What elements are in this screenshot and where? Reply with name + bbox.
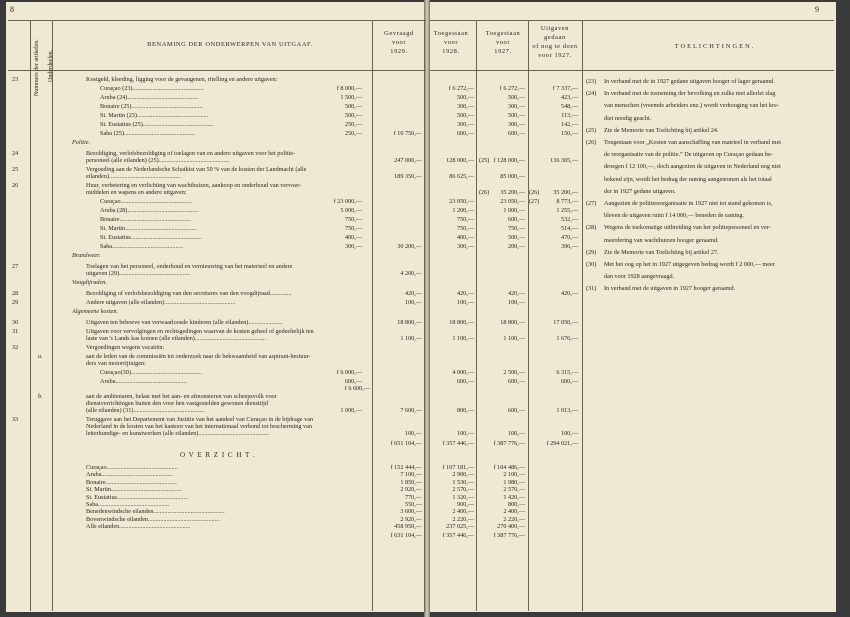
amount-spent-1927: 136 305,—: [550, 157, 578, 164]
header-granted-1928: Toegestaan voor 1928.: [433, 30, 469, 55]
amount-granted-1927: 2 500,—: [503, 369, 525, 376]
overview-requested-1929: 770,—: [404, 493, 422, 501]
row-description: Bonaire..............................................: [100, 216, 191, 223]
overview-requested-1929: 2 920,—: [400, 486, 422, 494]
row-description: Curaçao(30)..............................................: [100, 369, 203, 376]
amount-granted-1928: 400,—: [456, 234, 474, 241]
amount-requested-1929: 247 000,—: [394, 157, 422, 164]
amount-granted-1928: 300,—: [456, 243, 474, 250]
amount-granted-1927: 500,—: [507, 234, 525, 241]
overview-granted-1927: 800,—: [507, 501, 525, 508]
explanation-text: Toegestaan voor „Kosten van aanschaffing van matrieel in verband met: [604, 139, 781, 146]
explanation-text: dan voor 1928 aangevraagd.: [604, 273, 675, 281]
row-description: aan de ambtenaren, belast met het aan- en afmonsteren van scheepsvolk voor: [86, 393, 277, 400]
explanation-text: Zie de Memorie van Toelichting bij artikel 27.: [604, 248, 719, 256]
overview-label: St. Eustatius..............................................: [86, 493, 189, 501]
explanation-text: In verband met de in 1927 gedane uitgaven hooger of lager geraamd.: [604, 78, 775, 85]
sub-amount: 250,—: [344, 121, 362, 128]
section-heading: Brandweer.: [72, 252, 101, 259]
sub-amount: 250,—: [344, 130, 362, 137]
overview-granted-1927: f 104 486,—: [493, 464, 525, 471]
amount-spent-1927: 470,—: [560, 234, 578, 241]
rule: [528, 20, 529, 611]
amount-granted-1928: f 6 272,—: [448, 85, 474, 92]
rule: [476, 20, 477, 611]
overview-granted-1927: 270 400,—: [497, 523, 525, 531]
header-article-number: Nummers der artikelen.: [34, 39, 40, 96]
sub-amount: 500,—: [344, 103, 362, 110]
overview-label: Aruba..............................................: [86, 471, 173, 479]
total-granted-1928: f 357 446,—: [442, 440, 474, 447]
article-number: 32: [12, 344, 19, 351]
amount-granted-1928: 1 200,—: [452, 207, 474, 214]
row-description: St. Martin..............................................: [100, 225, 197, 232]
amount-granted-1928: 750,—: [456, 216, 474, 223]
row-description: Kostgeld, kleeding, ligging voor de gevangenen, ritelling en andere uitgaven:: [86, 76, 278, 83]
amount-granted-1927: 750,—: [507, 225, 525, 232]
row-description: Uitgaven ten behoeve van verwaarloosde kinderen (alle eilanden)......................: [86, 319, 283, 326]
total-spent-1927: f 294 021,—: [546, 440, 578, 447]
amount-granted-1928: 100,—: [456, 299, 474, 306]
overview-granted-1927: 1 980,—: [503, 478, 525, 486]
header-requested: Gevraagd voor 1929.: [384, 30, 414, 55]
amount-spent-1927: 8 773,—: [556, 198, 578, 205]
explanation-text: droegen f 12 100,—, doch aangezien de uitgaven in Nederland nog niet: [604, 163, 781, 171]
sub-amount: 400,—: [344, 234, 362, 241]
note-number: (31): [586, 285, 597, 293]
note-number: (25): [586, 126, 597, 134]
amount-requested-1929: 189 350,—: [394, 173, 422, 180]
amount-granted-1928: 750,—: [456, 225, 474, 232]
amount-spent-1927: 113,—: [561, 112, 578, 119]
overview-granted-1927: 2 100,—: [503, 471, 525, 479]
note-ref: (25): [479, 157, 490, 164]
row-description: Teruggave aan het Departement van Justitie van het aandeel van Curaçao in de bijdrage van: [86, 416, 314, 423]
amount-spent-1927: 142,—: [560, 121, 578, 128]
page-number-right: 9: [815, 5, 819, 14]
note-ref: (27): [529, 198, 540, 205]
sub-amount: 500,—: [344, 112, 362, 119]
overview-requested-1929: f 152 444,—: [390, 464, 422, 471]
amount-granted-1927: 1 100,—: [503, 335, 525, 342]
overview-requested-1929: 7 100,—: [400, 471, 422, 479]
amount-requested-1929: 100,—: [404, 299, 422, 306]
article-number: 25: [12, 166, 19, 173]
row-description: Vergoeding aan de Nederlandsche Schatkist van 50 % van de kosten der Landmacht (alle: [86, 166, 307, 173]
header-explanations: TOELICHTINGEN.: [674, 43, 756, 50]
amount-granted-1927: 1 000,—: [503, 207, 525, 214]
overview-label: Benedenwindsche eilanden..............................................: [86, 508, 225, 516]
header-sub: Onderdeelen.: [48, 49, 54, 82]
amount-requested-1929: 7 600,—: [400, 407, 422, 414]
amount-granted-1927: 600,—: [507, 407, 525, 414]
row-description: Toelagen van het personeel, onderhoud en vernieuwing van het materieel en andere: [86, 263, 293, 270]
explanation-text: Met het oog op het in 1927 uitgegeven bedrag wordt f 2 000,— meer: [604, 261, 775, 268]
row-description-cont: Nederland in de kosten van het kantoor van het internationaal verbond tot bescherming van: [86, 423, 312, 430]
total-granted-1927: f 387 776,—: [493, 440, 525, 447]
overview-granted-1928: 2 220,—: [452, 515, 474, 523]
amount-granted-1927: 100,—: [507, 299, 525, 306]
amount-granted-1927: f 128 000,—: [493, 157, 525, 164]
overview-requested-1929: 1 850,—: [400, 478, 422, 486]
article-number: 31: [12, 328, 19, 335]
amount-granted-1927: 500,—: [507, 94, 525, 101]
amount-granted-1928: 600,—: [456, 130, 474, 137]
amount-requested-1929: 420,—: [404, 290, 422, 297]
overview-title: O V E R Z I C H T .: [180, 451, 256, 459]
rule: [430, 70, 834, 71]
sub-amount: f 6 000,—: [336, 369, 362, 376]
section-heading: Voogdijraden.: [72, 279, 107, 286]
overview-total-1927: f 387 776,—: [493, 531, 525, 539]
rule: [430, 20, 834, 21]
overview-granted-1928: 2 900,—: [452, 471, 474, 479]
overview-label: Bovenwindsche eilanden..............................................: [86, 515, 220, 523]
amount-granted-1927: 300,—: [507, 103, 525, 110]
amount-requested-1929: 1 100,—: [400, 335, 422, 342]
rule: [8, 20, 426, 21]
amount-spent-1927: 420,—: [560, 290, 578, 297]
amount-granted-1927: 600,—: [507, 130, 525, 137]
article-number: 28: [12, 290, 19, 297]
amount-spent-1927: 514,—: [560, 225, 578, 232]
amount-granted-1928: 500,—: [456, 112, 474, 119]
explanation-text: de reorganisatie van de politie.” De uitgaven op Curaçao gedaan be-: [604, 151, 773, 159]
section-heading: Politie.: [72, 139, 91, 146]
overview-granted-1927: 2 400,—: [503, 508, 525, 516]
article-number: 26: [12, 182, 19, 189]
amount-spent-1927: 100,—: [560, 430, 578, 437]
amount-requested-1929: 100,—: [404, 430, 422, 437]
total-requested-1929: f 651 104,—: [390, 440, 422, 447]
note-number: (28): [586, 224, 597, 232]
explanation-text: van menschen (vreemde arbeiders enz.) wordt verhooging van het kre-: [604, 102, 779, 110]
amount-spent-1927: 150,—: [560, 130, 578, 137]
row-description: Saba..............................................: [100, 243, 184, 250]
overview-label: Saba..............................................: [86, 501, 170, 508]
note-number: (27): [586, 200, 597, 207]
amount-granted-1927: 420,—: [507, 290, 525, 297]
overview-label: Alle eilanden..............................................: [86, 523, 191, 531]
rule: [372, 20, 373, 611]
row-description: Uitgaven voor vervolgingen en rechtsgedingen waarvan de kosten geheel of gedeeltelijk ten: [86, 328, 314, 335]
row-description: Huur, verbetering en verlichting van wachthuizen, aankoop en onderhoud van vervoer-: [86, 182, 302, 189]
amount-granted-1928: 128 000,—: [446, 157, 474, 164]
amount-spent-1927: 1 013,—: [556, 407, 578, 414]
note-number: (23): [586, 78, 597, 85]
overview-total-1928: f 357 446,—: [442, 531, 474, 539]
row-description: Curaçao (23)..............................................: [100, 85, 204, 92]
explanation-text: bleven de uitgaven ruim f 14 000,— beneden de raming.: [604, 212, 745, 220]
note-number: (29): [586, 248, 597, 256]
sub-amount: f 8 000,—: [336, 85, 362, 92]
overview-label: Curaçao..............................................: [86, 464, 178, 471]
amount-granted-1927: 18 800,—: [500, 319, 525, 326]
row-description-cont: dienstverrichtingen buiten den voor hen vastgestelden gewonen diensttijd: [86, 400, 268, 407]
sub-amount: 5 000,—: [340, 207, 362, 214]
overview-granted-1928: 2 400,—: [452, 508, 474, 516]
row-description: aan de leden van de commissiën tot onderzoek naar de bekwaamheid van aspirant-bestuur-: [86, 353, 311, 360]
row-description: Vergoedingen wegens vacatiën:: [86, 344, 165, 351]
note-number: (30): [586, 261, 597, 268]
article-number: 30: [12, 319, 19, 326]
explanation-text: der in 1927 gedane uitgaven.: [604, 187, 676, 195]
amount-spent-1927: 396,—: [560, 243, 578, 250]
page-number-left: 8: [10, 5, 14, 14]
row-description-cont: personeel (alle eilanden) (25)..............................................: [86, 157, 230, 164]
overview-requested-1929: 458 950,—: [394, 523, 422, 531]
overview-total-requested: f 631 104,—: [390, 531, 422, 539]
sub-amount: 1 000,—: [340, 407, 362, 414]
rule: [52, 20, 53, 611]
rule: [424, 20, 425, 611]
amount-granted-1927: 100,—: [507, 430, 525, 437]
overview-granted-1928: f 107 181,—: [442, 464, 474, 471]
explanation-text: bekend zijn, wordt het bedrag der raming aangenomen als het totaal: [604, 175, 772, 183]
explanation-text: diet noodig geacht.: [604, 114, 652, 122]
explanation-text: In verband met de toeneming der bevolking en zulks met allerlei slag: [604, 90, 776, 98]
sub-amount: 600,—: [344, 378, 362, 385]
overview-granted-1928: 1 320,—: [452, 493, 474, 501]
note-number: (26): [586, 139, 597, 146]
header-spent-1927: Uitgaven gedaan of nog te doen voor 1927.: [532, 25, 578, 59]
amount-granted-1928: 800,—: [456, 407, 474, 414]
row-description: Aruba (28)..............................................: [100, 207, 199, 214]
rule: [30, 20, 31, 611]
sub-letter: a.: [38, 353, 43, 360]
row-description: Curaçao..............................................: [100, 198, 192, 205]
overview-requested-1929: 2 920,—: [400, 515, 422, 523]
explanation-text: meerdering van wachthuizen hooger geraamd.: [604, 236, 719, 244]
sub-amount: 750,—: [344, 216, 362, 223]
amount-granted-1928: 300,—: [456, 103, 474, 110]
overview-granted-1927: 2 220,—: [503, 515, 525, 523]
row-description-cont: eilanden)..............................................: [86, 173, 181, 180]
amount-granted-1928: 4 000,—: [452, 369, 474, 376]
rule: [8, 70, 426, 71]
section-heading: Algemeene kosten.: [72, 308, 119, 315]
overview-granted-1928: 237 025,—: [446, 523, 474, 531]
explanation-text: Aangezien de politiereorganisatie in 1927 niet tot stand gekomen is,: [604, 200, 773, 207]
amount-granted-1928: 100,—: [456, 430, 474, 437]
article-number: 33: [12, 416, 19, 423]
amount-granted-1927: f 6 272,—: [499, 85, 525, 92]
overview-label: Bonaire..............................................: [86, 478, 177, 486]
amount-granted-1927: 600,—: [507, 216, 525, 223]
amount-granted-1927: 600,—: [507, 378, 525, 385]
amount-granted-1928: 300,—: [456, 121, 474, 128]
rule: [582, 20, 583, 611]
amount-granted-1928: 500,—: [456, 94, 474, 101]
amount-requested-1929: 4 200,—: [400, 270, 422, 277]
amount-spent-1927: 532,—: [560, 216, 578, 223]
amount-spent-1927: 423,—: [560, 94, 578, 101]
overview-requested-1929: 3 600,—: [400, 508, 422, 516]
explanation-text: Zie de Memorie van Toelichting bij artikel 24.: [604, 126, 719, 134]
sub-amount: 1 500,—: [340, 94, 362, 101]
amount-requested-1929: 30 200,—: [397, 243, 422, 250]
note-ref: (26): [529, 189, 540, 196]
article-number: 23: [12, 76, 19, 83]
row-description: Aruba (24)..............................................: [100, 94, 199, 101]
sub-amount: f 23 000,—: [333, 198, 362, 205]
row-description: Aruba..............................................: [100, 378, 187, 385]
row-description: Andere uitgaven (alle eilanden)..............................................: [86, 299, 236, 306]
sub-amount: 300,—: [344, 243, 362, 250]
row-description-cont: letterkundige- en kunstwerken (alle eilanden)..............................................: [86, 430, 270, 437]
header-granted-1927: Toegestaan voor 1927.: [485, 30, 521, 55]
amount-granted-1927: 300,—: [507, 121, 525, 128]
row-description: Bonaire (25)..............................................: [100, 103, 203, 110]
amount-spent-1927: 548,—: [560, 103, 578, 110]
note-number: (24): [586, 90, 597, 98]
amount-spent-1927: 600,—: [560, 378, 578, 385]
amount-granted-1928: 420,—: [456, 290, 474, 297]
header-description: BENAMING DER ONDERWERPEN VAN UITGAAF.: [147, 41, 313, 48]
amount-granted-1927: 85 000,—: [500, 173, 525, 180]
amount-spent-1927: 1 255,—: [556, 207, 578, 214]
overview-granted-1928: 2 570,—: [452, 486, 474, 494]
overview-granted-1927: 2 570,—: [503, 486, 525, 494]
sub-amount: 750,—: [344, 225, 362, 232]
sub-letter: b.: [38, 393, 43, 400]
amount-granted-1927: 200,—: [507, 243, 525, 250]
row-description-cont: uitgaven (29)..............................................: [86, 270, 191, 277]
overview-granted-1927: 1 420,—: [503, 493, 525, 501]
amount-spent-1927: f 7 337,—: [552, 85, 578, 92]
row-description: St. Eustatius..............................................: [100, 234, 203, 241]
explanation-text: In verband met de uitgaven in 1927 hooger geraamd.: [604, 285, 736, 293]
row-description: St. Martin (23)..............................................: [100, 112, 209, 119]
row-description: Bezoldiging of verlofsbezoldiging van den secretares van den voogdijraad..............: [86, 290, 292, 297]
amount-granted-1928: 23 050,—: [449, 198, 474, 205]
amount-requested-1929: 18 800,—: [397, 319, 422, 326]
amount-spent-1927: 35 200,—: [553, 189, 578, 196]
article-number: 24: [12, 150, 19, 157]
overview-granted-1928: 900,—: [456, 501, 474, 508]
row-description: St. Eustatius (25)..............................................: [100, 121, 214, 128]
article-number: 29: [12, 299, 19, 306]
explanation-text: Wegens de toekomstige uitbreiding van het politiepersoneel en ver-: [604, 224, 771, 232]
sub-amount: f 6 600,—: [344, 385, 370, 392]
amount-granted-1928: 86 625,—: [449, 173, 474, 180]
amount-granted-1928: 1 100,—: [452, 335, 474, 342]
amount-granted-1928: 600,—: [456, 378, 474, 385]
amount-spent-1927: 17 050,—: [553, 319, 578, 326]
row-description-cont: laste van 's Lands kas komen (alle eilanden)..............................................: [86, 335, 266, 342]
amount-granted-1927: 35 200,—: [500, 189, 525, 196]
row-description-cont: ders van motorrijtuigen:: [86, 360, 146, 367]
row-description: Saba (25)..............................................: [100, 130, 196, 137]
row-description-cont: (alle eilanden) (31)..............................................: [86, 407, 205, 414]
article-number: 27: [12, 263, 19, 270]
overview-granted-1928: 1 530,—: [452, 478, 474, 486]
row-description: Bezoldiging, verlofsbezoldiging of toelagen van en andere uitgaven voor het politie-: [86, 150, 296, 157]
amount-spent-1927: 6 315,—: [556, 369, 578, 376]
overview-requested-1929: 550,—: [404, 501, 422, 508]
amount-granted-1928: 18 800,—: [449, 319, 474, 326]
row-description-cont: middelen en wapens en andere uitgaven:: [86, 189, 187, 196]
overview-label: St. Martin..............................................: [86, 486, 183, 494]
amount-granted-1927: 500,—: [507, 112, 525, 119]
amount-granted-1927: 23 050,—: [500, 198, 525, 205]
amount-requested-1929: f 10 750,—: [393, 130, 422, 137]
amount-spent-1927: 1 676,—: [556, 335, 578, 342]
note-ref: (26): [479, 189, 490, 196]
